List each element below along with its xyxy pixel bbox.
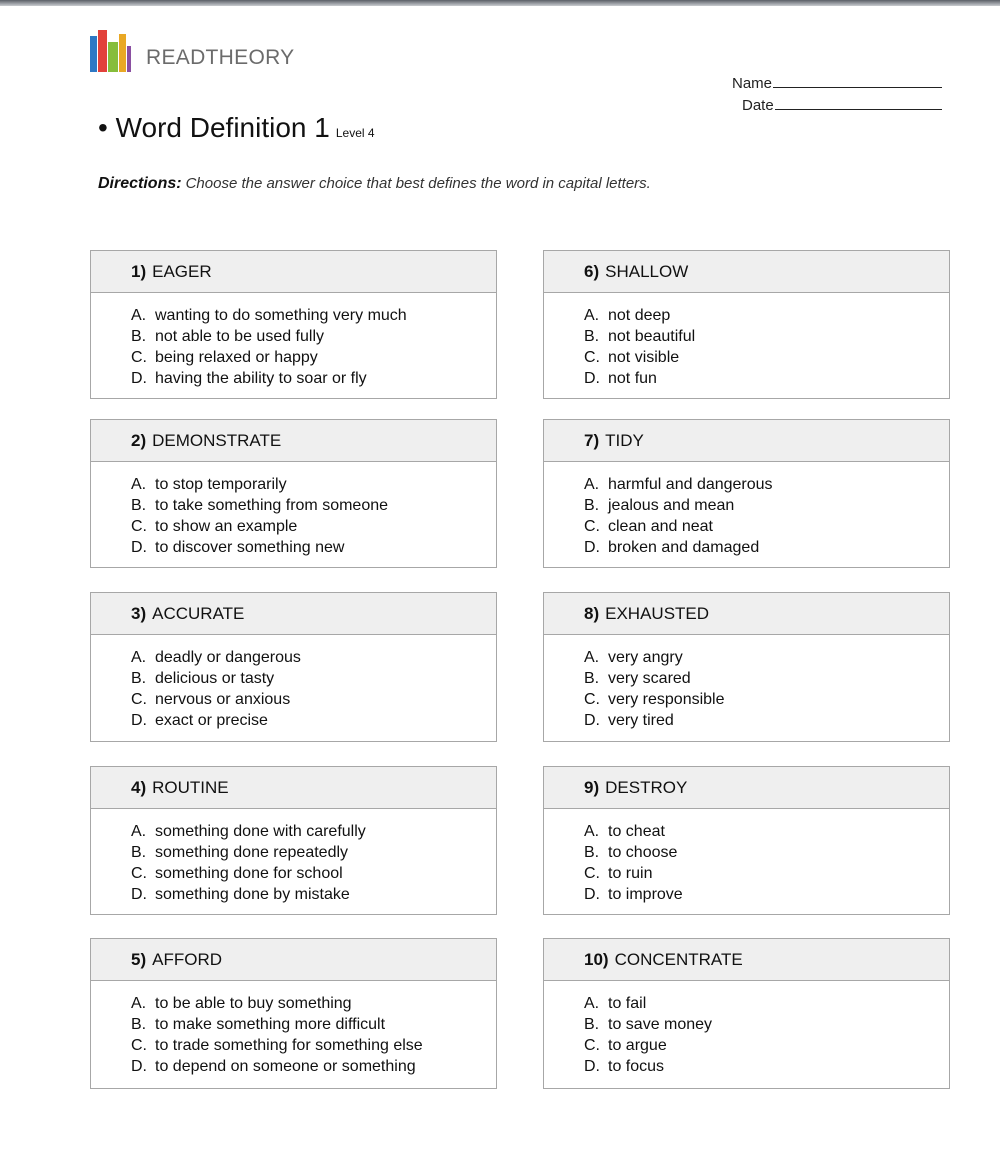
name-row — [730, 72, 942, 94]
choice-letter: C. — [584, 1037, 600, 1054]
question-word: EXHAUSTED — [605, 603, 710, 623]
name-date-fields — [730, 72, 942, 116]
question-word: TIDY — [605, 430, 644, 450]
choice-text: to choose — [608, 844, 678, 861]
question-card — [90, 938, 497, 1089]
choice-letter: D. — [131, 1058, 147, 1075]
question-word: SHALLOW — [605, 261, 689, 281]
question-number: 9) — [584, 777, 600, 797]
answer-choice[interactable] — [131, 689, 496, 710]
question-card — [90, 419, 497, 568]
readtheory-logo — [90, 30, 294, 72]
choice-text: to trade something for something else — [155, 1037, 423, 1054]
choice-text: not deep — [608, 307, 671, 324]
answer-choice[interactable] — [584, 1014, 949, 1035]
question-number: 6) — [584, 261, 600, 281]
question-card — [90, 250, 497, 399]
answer-choice[interactable] — [584, 516, 949, 537]
answer-choice[interactable] — [131, 368, 496, 389]
answer-choice[interactable] — [584, 842, 949, 863]
choice-letter: C. — [131, 865, 147, 882]
choice-letter: C. — [584, 865, 600, 882]
answer-choice[interactable] — [584, 347, 949, 368]
choice-letter: C. — [131, 349, 147, 366]
question-word: ROUTINE — [152, 777, 229, 797]
choice-text: to argue — [608, 1037, 667, 1054]
choice-letter: D. — [131, 712, 147, 729]
choice-text: not visible — [608, 349, 680, 366]
answer-choices — [544, 462, 949, 558]
question-card — [90, 592, 497, 742]
answer-choice[interactable] — [584, 710, 949, 731]
answer-choice[interactable] — [131, 647, 496, 668]
choice-text: something done repeatedly — [155, 844, 349, 861]
answer-choice[interactable] — [584, 537, 949, 558]
directions-text: Choose the answer choice that best defines the word in capital letters. — [185, 175, 651, 192]
choice-letter: D. — [131, 539, 147, 556]
choice-text: to make something more difficult — [155, 1016, 386, 1033]
question-word: CONCENTRATE — [614, 949, 743, 969]
answer-choice[interactable] — [584, 1056, 949, 1077]
choice-letter: A. — [584, 823, 600, 840]
choice-text: jealous and mean — [608, 497, 735, 514]
question-number: 3) — [131, 603, 147, 623]
question-number: 2) — [131, 430, 147, 450]
logo-bar-blue — [90, 36, 97, 72]
choice-text: to focus — [608, 1058, 665, 1075]
choice-text: to save money — [608, 1016, 713, 1033]
choice-text: to take something from someone — [155, 497, 389, 514]
answer-choice[interactable] — [131, 993, 496, 1014]
answer-choice[interactable] — [131, 1035, 496, 1056]
question-card — [543, 250, 950, 399]
choice-letter: B. — [584, 497, 600, 514]
answer-choice[interactable] — [131, 495, 496, 516]
choice-letter: C. — [584, 691, 600, 708]
question-card — [543, 592, 950, 742]
question-header — [544, 593, 949, 635]
answer-choice[interactable] — [131, 347, 496, 368]
name-blank-line[interactable] — [773, 72, 942, 88]
choice-letter: C. — [584, 349, 600, 366]
choice-letter: B. — [131, 844, 147, 861]
choice-letter: D. — [131, 886, 147, 903]
choice-letter: B. — [131, 328, 147, 345]
answer-choices — [91, 981, 496, 1077]
choice-text: wanting to do something very much — [155, 307, 407, 324]
question-header — [91, 251, 496, 293]
choice-letter: C. — [131, 1037, 147, 1054]
answer-choices — [544, 809, 949, 905]
question-word: ACCURATE — [152, 603, 245, 623]
choice-letter: B. — [584, 328, 600, 345]
level-label: Level 4 — [335, 126, 375, 140]
answer-choice[interactable] — [131, 516, 496, 537]
answer-choices — [91, 635, 496, 731]
question-header — [91, 593, 496, 635]
question-header — [544, 767, 949, 809]
choice-text: not fun — [608, 370, 657, 387]
title-text: • Word Definition 1 — [98, 112, 330, 143]
answer-choices — [544, 293, 949, 389]
choice-letter: B. — [584, 844, 600, 861]
logo-bar-green — [108, 42, 118, 72]
choice-letter: A. — [131, 307, 147, 324]
choice-text: having the ability to soar or fly — [155, 370, 367, 387]
choice-letter: A. — [584, 307, 600, 324]
choice-text: very tired — [608, 712, 674, 729]
answer-choice[interactable] — [584, 305, 949, 326]
directions — [98, 175, 651, 193]
question-word: EAGER — [152, 261, 212, 281]
choice-text: being relaxed or happy — [155, 349, 318, 366]
choice-text: very angry — [608, 649, 683, 666]
answer-choice[interactable] — [584, 689, 949, 710]
question-header — [91, 939, 496, 981]
choice-text: to cheat — [608, 823, 665, 840]
answer-choice[interactable] — [131, 668, 496, 689]
choice-letter: A. — [584, 476, 600, 493]
question-number: 7) — [584, 430, 600, 450]
answer-choices — [91, 809, 496, 905]
choice-text: to improve — [608, 886, 683, 903]
choice-text: to depend on someone or something — [155, 1058, 416, 1075]
choice-letter: D. — [584, 1058, 600, 1075]
choice-text: not beautiful — [608, 328, 696, 345]
answer-choice[interactable] — [584, 474, 949, 495]
answer-choice[interactable] — [131, 474, 496, 495]
answer-choice[interactable] — [584, 495, 949, 516]
directions-label: Directions: — [98, 175, 182, 192]
choice-text: clean and neat — [608, 518, 713, 535]
choice-letter: A. — [584, 995, 600, 1012]
answer-choices — [91, 462, 496, 558]
question-card — [543, 938, 950, 1089]
choice-text: nervous or anxious — [155, 691, 291, 708]
choice-letter: C. — [584, 518, 600, 535]
brand-read: READ — [146, 46, 206, 69]
logo-bar-red — [98, 30, 107, 72]
choice-letter: A. — [131, 476, 147, 493]
date-row — [730, 94, 942, 116]
question-header — [544, 251, 949, 293]
choice-letter: D. — [584, 539, 600, 556]
answer-choices — [91, 293, 496, 389]
question-number: 5) — [131, 949, 147, 969]
choice-letter: A. — [131, 649, 147, 666]
question-header — [544, 939, 949, 981]
question-card — [543, 419, 950, 568]
answer-choice[interactable] — [131, 842, 496, 863]
answer-choice[interactable] — [584, 326, 949, 347]
worksheet-title — [98, 112, 375, 144]
name-label: Name — [732, 75, 773, 92]
answer-choices — [544, 981, 949, 1077]
choice-letter: A. — [584, 649, 600, 666]
answer-choice[interactable] — [131, 884, 496, 905]
answer-choice[interactable] — [131, 537, 496, 558]
question-header — [91, 420, 496, 462]
choice-letter: B. — [131, 497, 147, 514]
answer-choice[interactable] — [584, 668, 949, 689]
choice-letter: D. — [584, 712, 600, 729]
answer-choice[interactable] — [131, 710, 496, 731]
question-card — [90, 766, 497, 915]
choice-text: broken and damaged — [608, 539, 760, 556]
answer-choice[interactable] — [584, 863, 949, 884]
answer-choice[interactable] — [584, 884, 949, 905]
choice-text: exact or precise — [155, 712, 268, 729]
answer-choice[interactable] — [584, 647, 949, 668]
window-top-edge — [0, 0, 1000, 6]
choice-text: something done with carefully — [155, 823, 366, 840]
question-number: 1) — [131, 261, 147, 281]
choice-text: to show an example — [155, 518, 298, 535]
brand-name — [146, 46, 294, 70]
choice-letter: A. — [131, 995, 147, 1012]
choice-text: not able to be used fully — [155, 328, 325, 345]
answer-choice[interactable] — [584, 1035, 949, 1056]
choice-text: to fail — [608, 995, 647, 1012]
answer-choice[interactable] — [131, 863, 496, 884]
answer-choices — [544, 635, 949, 731]
date-blank-line[interactable] — [775, 94, 942, 110]
choice-letter: B. — [584, 1016, 600, 1033]
choice-letter: D. — [131, 370, 147, 387]
choice-letter: D. — [584, 886, 600, 903]
question-header — [544, 420, 949, 462]
question-number: 10) — [584, 949, 609, 969]
question-word: DEMONSTRATE — [152, 430, 282, 450]
logo-bar-orange — [119, 34, 126, 72]
choice-letter: B. — [131, 670, 147, 687]
brand-theory: THEORY — [205, 46, 295, 69]
date-label: Date — [742, 97, 774, 114]
answer-choice[interactable] — [584, 821, 949, 842]
choice-text: very responsible — [608, 691, 725, 708]
choice-letter: D. — [584, 370, 600, 387]
logo-bar-purple — [127, 46, 131, 72]
answer-choice[interactable] — [131, 821, 496, 842]
choice-text: delicious or tasty — [155, 670, 275, 687]
question-number: 4) — [131, 777, 147, 797]
question-word: DESTROY — [605, 777, 688, 797]
answer-choice[interactable] — [584, 368, 949, 389]
choice-text: deadly or dangerous — [155, 649, 301, 666]
answer-choice[interactable] — [131, 326, 496, 347]
choice-letter: C. — [131, 691, 147, 708]
choice-letter: B. — [584, 670, 600, 687]
book-stack-icon — [90, 30, 134, 72]
question-word: AFFORD — [152, 949, 223, 969]
choice-text: harmful and dangerous — [608, 476, 773, 493]
choice-text: something done for school — [155, 865, 343, 882]
choice-text: to discover something new — [155, 539, 345, 556]
choice-letter: B. — [131, 1016, 147, 1033]
choice-letter: A. — [131, 823, 147, 840]
choice-text: very scared — [608, 670, 691, 687]
answer-choice[interactable] — [131, 305, 496, 326]
answer-choice[interactable] — [131, 1056, 496, 1077]
choice-text: to stop temporarily — [155, 476, 287, 493]
answer-choice[interactable] — [584, 993, 949, 1014]
choice-text: something done by mistake — [155, 886, 350, 903]
question-card — [543, 766, 950, 915]
question-number: 8) — [584, 603, 600, 623]
choice-letter: C. — [131, 518, 147, 535]
choice-text: to ruin — [608, 865, 653, 882]
choice-text: to be able to buy something — [155, 995, 352, 1012]
question-header — [91, 767, 496, 809]
answer-choice[interactable] — [131, 1014, 496, 1035]
